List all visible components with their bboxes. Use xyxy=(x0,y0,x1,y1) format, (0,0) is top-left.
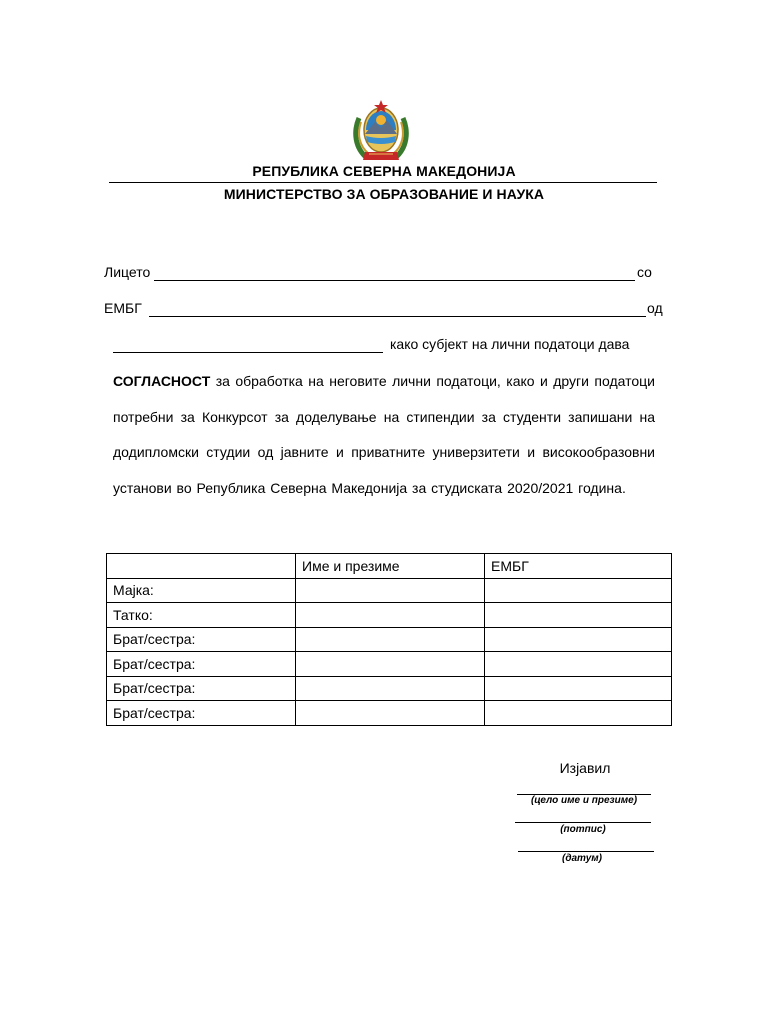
signature-line[interactable] xyxy=(515,822,651,823)
embg-label: ЕМБГ xyxy=(104,300,142,316)
residence-field[interactable] xyxy=(113,352,383,353)
name-cell[interactable] xyxy=(296,701,485,726)
consent-body: за обработка на неговите лични податоци, како и други податоци потребни за Конкурсот за доделување на стипендии за студенти запишани на додипломски студии од јавните и приватните универзитети и високообразовни установи во Република Северна Македонија за студиската 2020/2021 година. xyxy=(113,373,655,496)
embg-cell[interactable] xyxy=(485,676,672,701)
date-line[interactable] xyxy=(518,851,654,852)
table-row xyxy=(107,578,672,603)
person-suffix: со xyxy=(637,264,652,280)
consent-paragraph xyxy=(113,364,655,506)
row-label: Брат/сестра: xyxy=(107,627,296,652)
row-label: Татко: xyxy=(107,603,296,628)
table-header-row xyxy=(107,554,672,579)
header-divider xyxy=(109,182,657,183)
subject-text: како субјект на лични податоци дава xyxy=(390,336,630,352)
table-header-cell xyxy=(107,554,296,579)
row-label: Брат/сестра: xyxy=(107,652,296,677)
person-name-field[interactable] xyxy=(154,280,635,281)
name-cell[interactable] xyxy=(296,627,485,652)
table-row xyxy=(107,627,672,652)
name-cell[interactable] xyxy=(296,652,485,677)
table-row xyxy=(107,652,672,677)
signature-caption: (потпис) xyxy=(560,824,606,835)
person-label: Лицето xyxy=(104,264,151,280)
row-label: Брат/сестра: xyxy=(107,676,296,701)
table-header-cell: Име и презиме xyxy=(296,554,485,579)
row-label: Брат/сестра: xyxy=(107,701,296,726)
table-row xyxy=(107,701,672,726)
name-caption: (цело име и презиме) xyxy=(530,795,638,806)
coat-of-arms-emblem xyxy=(351,98,411,166)
embg-suffix: од xyxy=(647,300,663,316)
embg-cell[interactable] xyxy=(485,627,672,652)
consent-keyword: СОГЛАСНОСТ xyxy=(113,373,211,389)
table-row xyxy=(107,603,672,628)
declarant-title: Изјавил xyxy=(559,760,611,776)
ministry-title: МИНИСТЕРСТВО ЗА ОБРАЗОВАНИЕ И НАУКА xyxy=(223,186,545,202)
embg-cell[interactable] xyxy=(485,603,672,628)
table-row xyxy=(107,676,672,701)
name-cell[interactable] xyxy=(296,603,485,628)
name-cell[interactable] xyxy=(296,578,485,603)
republic-title: РЕПУБЛИКА СЕВЕРНА МАКЕДОНИЈА xyxy=(252,163,516,179)
row-label: Мајка: xyxy=(107,578,296,603)
date-caption: (датум) xyxy=(561,853,602,864)
name-cell[interactable] xyxy=(296,676,485,701)
family-members-table xyxy=(106,553,672,726)
embg-cell[interactable] xyxy=(485,652,672,677)
embg-field[interactable] xyxy=(149,316,646,317)
table-header-cell: ЕМБГ xyxy=(485,554,672,579)
embg-cell[interactable] xyxy=(485,578,672,603)
embg-cell[interactable] xyxy=(485,701,672,726)
